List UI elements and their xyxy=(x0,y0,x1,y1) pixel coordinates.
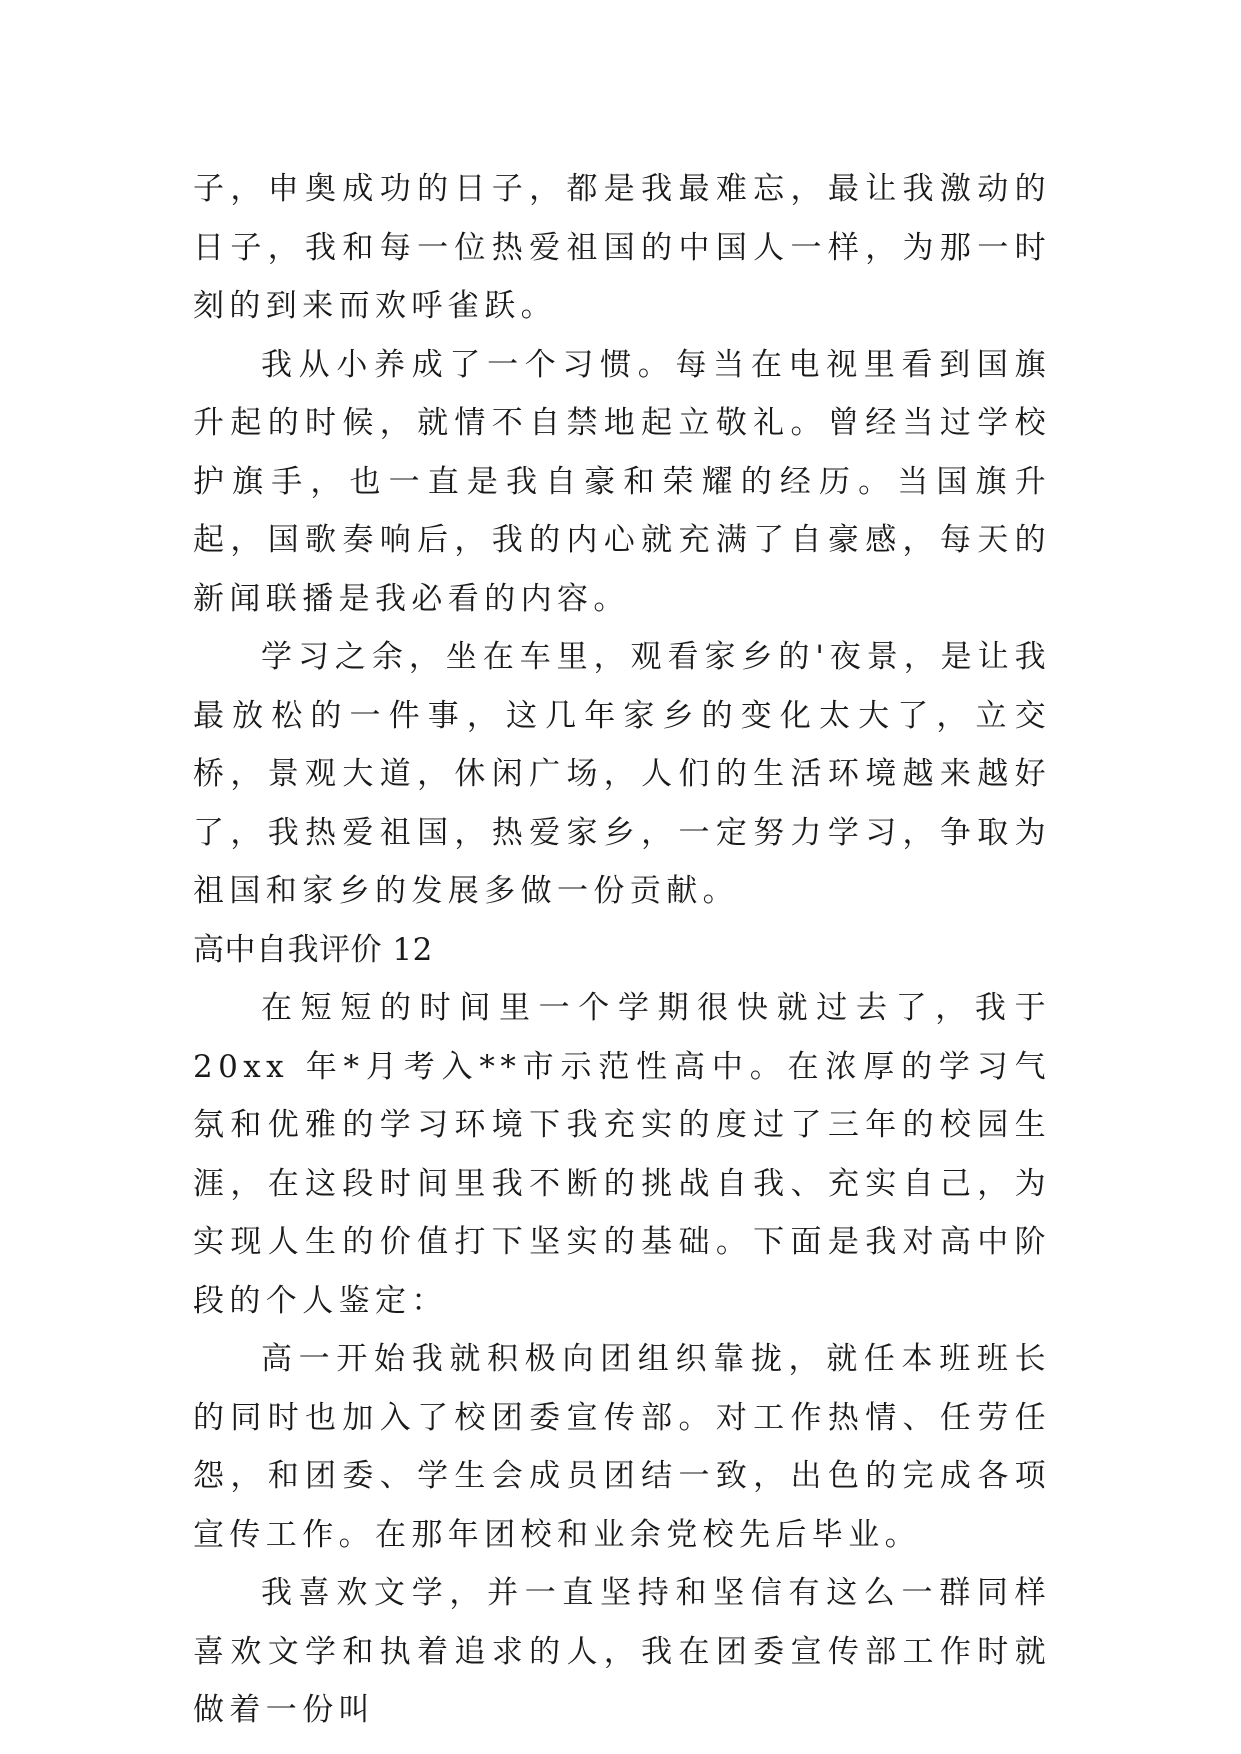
paragraph-intro: 在短短的时间里一个学期很快就过去了，我于 20xx 年*月考入**市示范性高中。在浓厚的学习气氛和优雅的学习环境下我充实的度过了三年的校园生涯，在这段时间里我不断的挑战自我、充实自己，为实现人生的价值打下坚实的基础。下面是我对高中阶段的个人鉴定： xyxy=(193,990,1051,1319)
section-heading: 高中自我评价 12 xyxy=(193,931,433,968)
paragraph-flag-habit: 我从小养成了一个习惯。每当在电视里看到国旗升起的时候，就情不自禁地起立敬礼。曾经当过学校护旗手，也一直是我自豪和荣耀的经历。当国旗升起，国歌奏响后，我的内心就充满了自豪感，每天的新闻联播是我必看的内容。 xyxy=(193,346,1051,617)
document-body xyxy=(193,160,1051,1740)
paragraph-continuation: 子，申奥成功的日子，都是我最难忘，最让我激动的日子，我和每一位热爱祖国的中国人一样，为那一时刻的到来而欢呼雀跃。 xyxy=(193,171,1051,324)
paragraph-hometown: 学习之余，坐在车里，观看家乡的'夜景，是让我最放松的一件事，这几年家乡的变化太大了，立交桥，景观大道，休闲广场，人们的生活环境越来越好了，我热爱祖国，热爱家乡，一定努力学习，争取为祖国和家乡的发展多做一份贡献。 xyxy=(193,639,1051,909)
paragraph-league-work: 高一开始我就积极向团组织靠拢，就任本班班长的同时也加入了校团委宣传部。对工作热情、任劳任怨，和团委、学生会成员团结一致，出色的完成各项宣传工作。在那年团校和业余党校先后毕业。 xyxy=(193,1341,1051,1553)
paragraph-literature: 我喜欢文学，并一直坚持和坚信有这么一群同样喜欢文学和执着追求的人，我在团委宣传部工作时就做着一份叫 xyxy=(193,1575,1051,1728)
